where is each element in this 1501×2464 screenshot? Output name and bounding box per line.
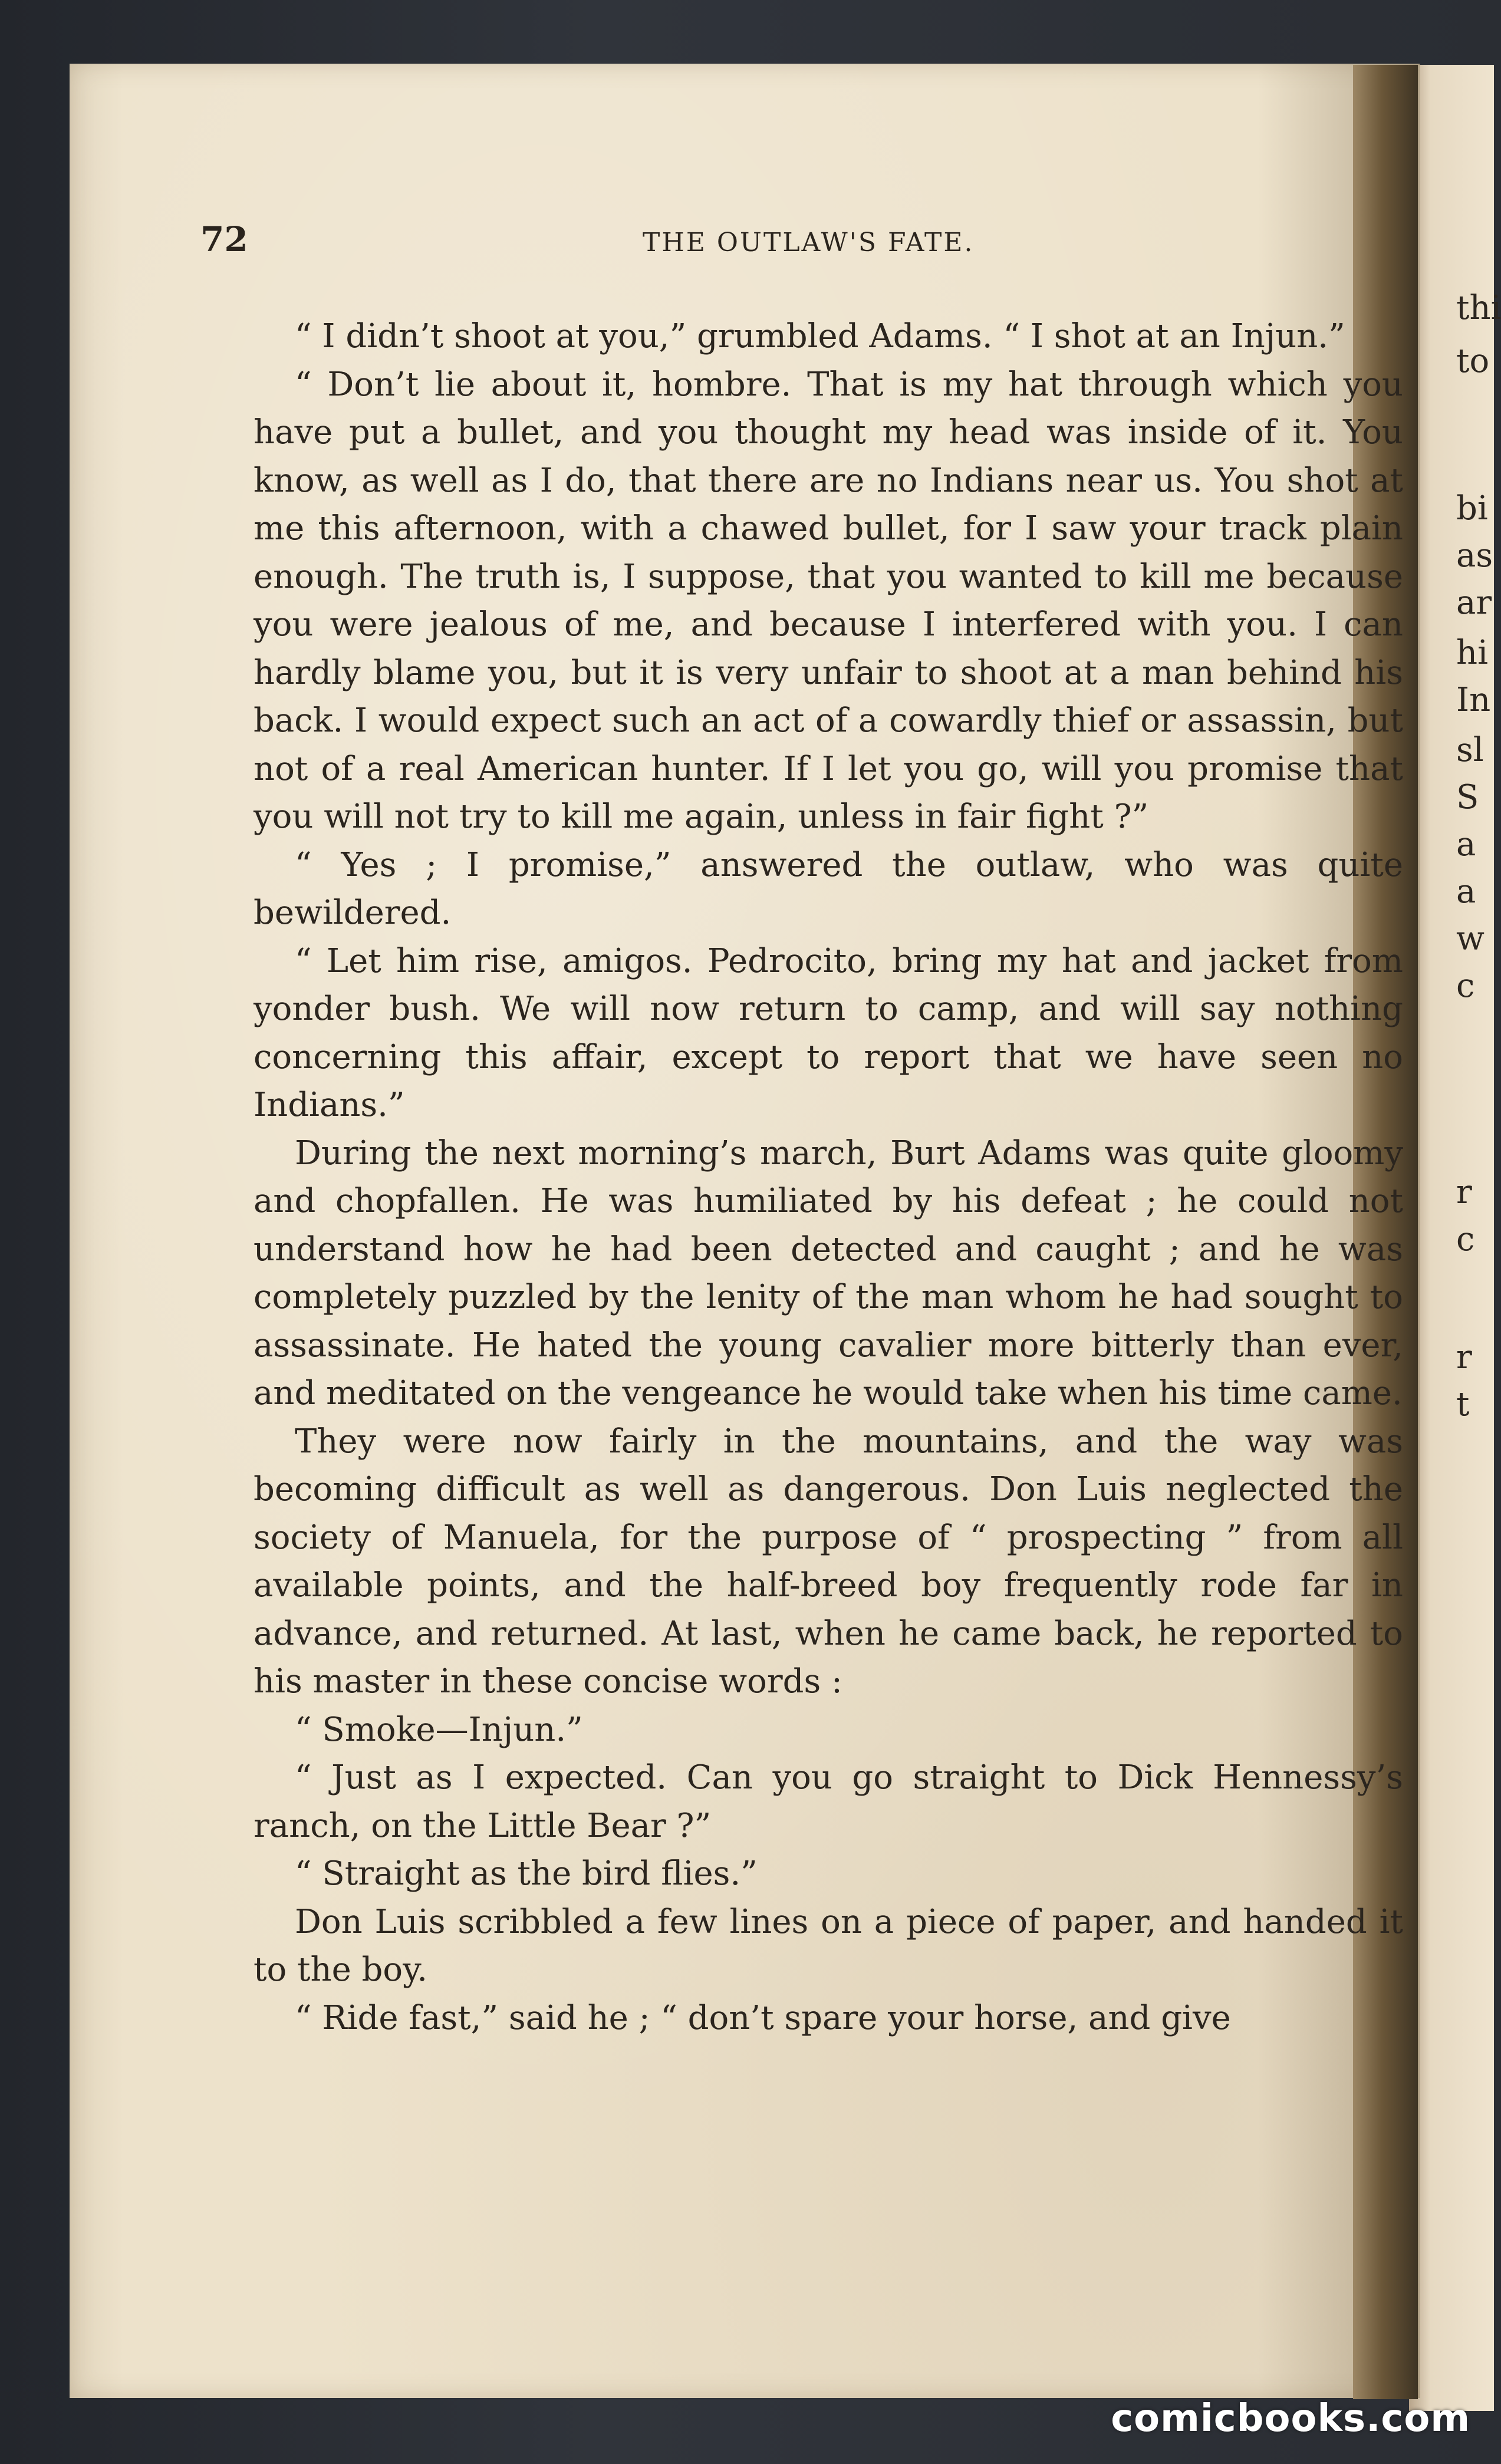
facing-fragment: c: [1456, 1220, 1475, 1259]
facing-fragment: r: [1456, 1173, 1472, 1211]
facing-fragment: hi: [1456, 634, 1488, 672]
paragraph: “ Just as I expected. Can you go straight to Dick Hennessy’s ranch, on the Little Bear ?”: [254, 1758, 1403, 1845]
watermark: comicbooks.com: [1111, 2397, 1470, 2440]
paragraph: “ Smoke—Injun.”: [295, 1710, 583, 1749]
page-header: [200, 219, 1391, 272]
paragraph: “ I didn’t shoot at you,” grumbled Adams. “ I shot at an Injun.”: [295, 317, 1345, 355]
facing-fragment: r: [1456, 1338, 1472, 1376]
paragraph: Don Luis scribbled a few lines on a piece of paper, and handed it to the boy.: [254, 1902, 1403, 1989]
paragraph: “ Don’t lie about it, hombre. That is my hat through which you have put a bullet, and you thought my head was inside of it. You know, as well as I do, that there are no Indians near us. You shot at me this afternoon, with a chawed bullet, for I saw your track plain enough. The truth is, I suppose, that you wanted to kill me because you were jealous of me, and because I interfered with you. I can hardly blame you, but it is very unfair to shoot at a man behind his back. I would expect such an act of a cowardly thief or assassin, but not of a real American hunter. If I let you go, will you promise that you will not try to kill me again, unless in fair fight ?”: [254, 365, 1403, 836]
paragraph: During the next morning’s march, Burt Adams was quite gloomy and chopfallen. He was humiliated by his defeat ; he could not understand how he had been detected and caught ; and he was completely puzzled by the lenity of the man whom he had sought to assassinate. He hated the young cavalier more bitterly than ever, and meditated on the vengeance he would take when his time came.: [254, 1134, 1403, 1412]
facing-fragment: t: [1456, 1385, 1470, 1424]
running-title: THE OUTLAW'S FATE.: [643, 228, 975, 258]
paragraph: “ Ride fast,” said he ; “ don’t spare your horse, and give: [295, 1998, 1231, 2037]
paragraph: “ Straight as the bird flies.”: [295, 1854, 758, 1893]
facing-fragment: In: [1456, 681, 1491, 719]
facing-fragment: to: [1456, 342, 1490, 380]
facing-fragment: bi: [1456, 489, 1488, 528]
facing-fragment: as: [1456, 536, 1493, 575]
paragraph: “ Let him rise, amigos. Pedrocito, bring my hat and jacket from yonder bush. We will now return to camp, and will say nothing concerning this affair, except to report that we have seen no Indians.”: [254, 941, 1403, 1124]
facing-fragment: thi: [1456, 289, 1501, 327]
paragraph: “ Yes ; I promise,” answered the outlaw, who was quite bewildered.: [254, 845, 1403, 932]
facing-fragment: a: [1456, 872, 1476, 911]
body-text: [254, 312, 1403, 2042]
paragraph: They were now fairly in the mountains, and the way was becoming difficult as well as dangerous. Don Luis neglected the society of Manuela, for the purpose of “ prospecting ” from all available points, and the half-breed boy frequently rode far in advance, and returned. At last, when he came back, he reported to his master in these concise words :: [254, 1422, 1403, 1701]
facing-page-edge: [1409, 65, 1501, 2411]
facing-fragment: a: [1456, 825, 1476, 864]
facing-fragment: c: [1456, 967, 1475, 1005]
facing-fragment: sl: [1456, 731, 1484, 769]
facing-fragment: S: [1456, 778, 1479, 816]
facing-fragment: w: [1456, 920, 1484, 958]
page-number: 72: [200, 219, 248, 259]
facing-fragment: ar: [1456, 584, 1492, 622]
